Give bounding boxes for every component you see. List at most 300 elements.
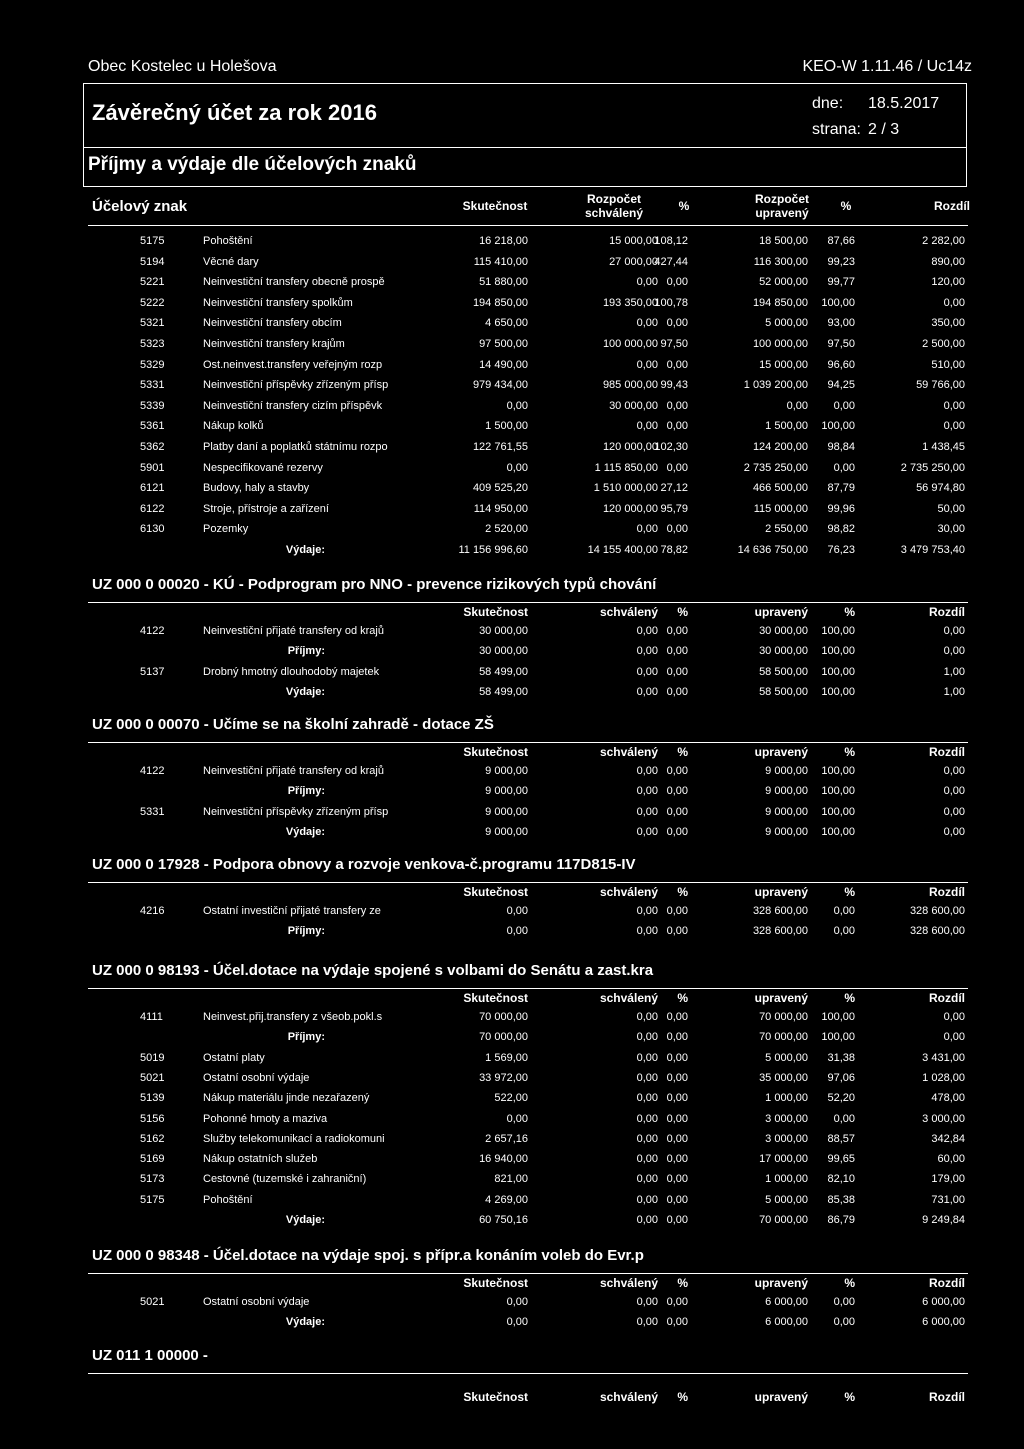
row-skutecnost: 9 000,00 <box>485 765 528 777</box>
row-rozdil: 60,00 <box>937 1153 965 1166</box>
row-schvaleny: 0,00 <box>636 1296 658 1308</box>
row-code: 4111 <box>140 1011 163 1023</box>
row-pct-upraveny: 31,38 <box>827 1051 855 1064</box>
row-rozdil: 478,00 <box>931 1092 965 1105</box>
row-code: 4122 <box>140 625 165 637</box>
row-pct-upraveny: 0,00 <box>833 925 855 938</box>
row-pct-schvaleny: 0,00 <box>666 1153 688 1166</box>
row-schvaleny: 0,00 <box>636 358 658 371</box>
row-pct-schvaleny: 0,00 <box>666 825 688 838</box>
row-pct-schvaleny: 0,00 <box>666 399 688 412</box>
row-rozdil: 2 500,00 <box>922 338 965 350</box>
table-row <box>0 377 1024 393</box>
section-heading: UZ 011 1 00000 - <box>92 1347 208 1364</box>
row-rozdil: 890,00 <box>931 255 965 268</box>
row-name: Ost.neinvest.transfery veřejným rozp <box>203 358 383 371</box>
row-pct-upraveny: 93,00 <box>827 317 855 330</box>
column-upraveny: upravený <box>754 605 808 619</box>
total-row <box>0 684 1024 700</box>
row-upraveny: 15 000,00 <box>759 358 808 371</box>
table-row <box>0 480 1024 496</box>
row-upraveny: 466 500,00 <box>752 482 808 495</box>
row-pct-schvaleny: 0,00 <box>666 1092 688 1105</box>
row-upraveny: 52 000,00 <box>759 276 808 289</box>
row-skutecnost: 522,00 <box>494 1092 528 1105</box>
row-skutecnost: 16 218,00 <box>479 235 528 247</box>
row-code: 5362 <box>140 441 165 453</box>
table-row <box>0 439 1024 455</box>
column-schvaleny-label: schválený <box>584 206 644 220</box>
table-row <box>0 763 1024 779</box>
row-total-label: Výdaje: <box>285 825 325 838</box>
row-schvaleny: 0,00 <box>636 1132 658 1145</box>
row-schvaleny: 0,00 <box>636 645 658 658</box>
row-pct-schvaleny: 0,00 <box>666 358 688 371</box>
row-name: Nákup materiálu jinde nezařazený <box>203 1092 370 1105</box>
table-row <box>0 1090 1024 1106</box>
row-name: Neinvestiční přijaté transfery od krajů <box>203 765 384 777</box>
row-name: Neinvest.přij.transfery z všeob.pokl.s <box>203 1011 383 1023</box>
row-rozdil: 2 735 250,00 <box>900 461 965 474</box>
row-rozdil: 1,00 <box>943 665 965 678</box>
row-upraveny: 100 000,00 <box>752 338 808 350</box>
total-row <box>0 923 1024 939</box>
column-ucelovy-znak: Účelový znak <box>92 198 188 215</box>
row-skutecnost: 70 000,00 <box>479 1011 528 1023</box>
row-rozdil: 0,00 <box>943 625 965 637</box>
row-name: Pohoštění <box>203 1193 253 1206</box>
row-rozdil: 510,00 <box>931 358 965 371</box>
row-total-label: Příjmy: <box>287 925 325 938</box>
row-name: Ostatní osobní výdaje <box>203 1071 310 1084</box>
row-pct-schvaleny: 108,12 <box>654 235 688 247</box>
row-skutecnost: 58 499,00 <box>479 685 528 698</box>
column-rozdil: Rozdíl <box>929 1390 965 1404</box>
row-pct-upraveny: 86,79 <box>827 1214 855 1226</box>
row-upraveny: 70 000,00 <box>759 1011 808 1023</box>
row-pct-schvaleny: 0,00 <box>666 785 688 798</box>
column-pct-1: % <box>677 745 688 759</box>
row-pct-upraveny: 0,00 <box>833 399 855 412</box>
row-name: Pohoštění <box>203 235 253 247</box>
column-skutecnost: Skutečnost <box>463 991 528 1005</box>
row-schvaleny: 0,00 <box>636 1071 658 1084</box>
total-row <box>0 1029 1024 1045</box>
page-label: strana: <box>812 121 861 138</box>
row-pct-schvaleny: 427,44 <box>654 255 688 268</box>
row-schvaleny: 193 350,00 <box>602 296 658 309</box>
row-upraveny: 194 850,00 <box>752 296 808 309</box>
table-row <box>0 1192 1024 1208</box>
column-pct-2: % <box>844 885 855 899</box>
row-schvaleny: 0,00 <box>636 1092 658 1105</box>
row-code: 5323 <box>140 338 165 350</box>
section-heading: UZ 000 0 98193 - Účel.dotace na výdaje spojené s volbami do Senátu a zast.kra <box>92 962 654 979</box>
row-rozdil: 6 000,00 <box>922 1296 965 1308</box>
row-code: 5169 <box>140 1153 165 1166</box>
row-name: Nákup kolků <box>203 420 264 433</box>
header-bottom-rule <box>83 186 967 187</box>
row-code: 5329 <box>140 358 165 371</box>
row-skutecnost: 114 950,00 <box>473 502 528 515</box>
row-pct-schvaleny: 0,00 <box>666 1316 688 1329</box>
row-skutecnost: 0,00 <box>506 1296 528 1308</box>
section-column-header <box>0 744 1024 760</box>
row-upraveny: 70 000,00 <box>759 1214 808 1226</box>
row-skutecnost: 979 434,00 <box>472 379 528 392</box>
column-skutecnost: Skutečnost <box>463 1276 528 1290</box>
row-upraveny: 6 000,00 <box>765 1316 808 1329</box>
row-skutecnost: 9 000,00 <box>485 825 528 838</box>
row-upraveny: 3 000,00 <box>765 1112 808 1125</box>
row-pct-upraveny: 94,25 <box>827 379 855 392</box>
row-upraveny: 9 000,00 <box>765 805 808 818</box>
row-rozdil: 1 028,00 <box>922 1071 965 1084</box>
row-schvaleny: 0,00 <box>636 665 658 678</box>
row-skutecnost: 51 880,00 <box>479 276 528 289</box>
column-pct-1: % <box>677 1276 688 1290</box>
table-row <box>0 418 1024 434</box>
column-rozdil: Rozdíl <box>929 605 965 619</box>
row-code: 5222 <box>140 296 165 309</box>
row-total-label: Výdaje: <box>285 1214 325 1226</box>
row-rozdil: 50,00 <box>937 502 965 515</box>
row-upraveny: 1 500,00 <box>765 420 808 433</box>
column-schvaleny: schválený <box>599 745 658 759</box>
row-skutecnost: 122 761,55 <box>472 441 528 453</box>
table-row <box>0 1294 1024 1310</box>
section-heading: UZ 000 0 00020 - KÚ - Podprogram pro NNO - prevence rizikových typů chování <box>92 576 657 593</box>
row-upraveny: 5 000,00 <box>765 1193 808 1206</box>
row-schvaleny: 0,00 <box>636 1173 658 1186</box>
row-skutecnost: 33 972,00 <box>479 1071 528 1084</box>
column-pct-1: % <box>677 1390 688 1404</box>
row-skutecnost: 2 657,16 <box>485 1132 528 1145</box>
column-pct-1: % <box>678 199 690 213</box>
column-upraveny: upravený <box>754 1390 808 1404</box>
row-pct-upraveny: 100,00 <box>821 685 855 698</box>
row-schvaleny: 0,00 <box>636 1214 658 1226</box>
row-name: Ostatní platy <box>203 1051 265 1064</box>
row-upraveny: 1 000,00 <box>765 1092 808 1105</box>
row-rozdil: 0,00 <box>943 420 965 433</box>
row-name: Ostatní investiční přijaté transfery ze <box>203 905 381 917</box>
row-code: 5175 <box>140 235 165 247</box>
total-row <box>0 643 1024 659</box>
row-pct-schvaleny: 0,00 <box>666 645 688 658</box>
row-pct-upraveny: 0,00 <box>833 905 855 917</box>
column-pct-2: % <box>840 199 852 213</box>
row-name: Neinvestiční příspěvky zřízeným přísp <box>203 379 389 392</box>
row-pct-upraveny: 100,00 <box>821 645 855 658</box>
row-pct-schvaleny: 0,00 <box>666 665 688 678</box>
row-schvaleny: 0,00 <box>636 785 658 798</box>
column-schvaleny: schválený <box>599 1390 658 1404</box>
row-pct-schvaleny: 0,00 <box>666 523 688 536</box>
row-skutecnost: 30 000,00 <box>479 645 528 658</box>
header-divider <box>83 147 967 148</box>
row-pct-schvaleny: 0,00 <box>666 276 688 289</box>
row-schvaleny: 1 510 000,00 <box>593 482 658 495</box>
row-pct-upraveny: 0,00 <box>833 1112 855 1125</box>
row-name: Drobný hmotný dlouhodobý majetek <box>203 665 380 678</box>
row-skutecnost: 0,00 <box>506 1112 528 1125</box>
row-code: 6122 <box>140 502 165 515</box>
row-pct-upraveny: 88,57 <box>827 1132 855 1145</box>
date-label: dne: <box>812 95 844 112</box>
column-schvaleny: schválený <box>599 1276 658 1290</box>
row-pct-upraveny: 82,10 <box>827 1173 855 1186</box>
column-upraveny: upravený <box>754 1276 808 1290</box>
section-rule <box>88 1373 968 1374</box>
row-name: Budovy, haly a stavby <box>203 482 310 495</box>
row-schvaleny: 0,00 <box>636 685 658 698</box>
row-pct-upraveny: 98,84 <box>827 441 855 453</box>
row-code: 5194 <box>140 255 165 268</box>
table-row <box>0 521 1024 537</box>
row-schvaleny: 0,00 <box>636 1316 658 1329</box>
row-pct-schvaleny: 102,30 <box>654 441 688 453</box>
row-rozdil: 731,00 <box>931 1193 965 1206</box>
row-code: 5321 <box>140 317 165 330</box>
row-schvaleny: 0,00 <box>636 765 658 777</box>
row-total-label: Příjmy: <box>287 645 325 658</box>
row-code: 4122 <box>140 765 165 777</box>
row-pct-upraveny: 97,50 <box>827 338 855 350</box>
row-schvaleny: 14 155 400,00 <box>587 544 658 556</box>
table-row <box>0 315 1024 331</box>
row-upraveny: 6 000,00 <box>765 1296 808 1308</box>
row-upraveny: 18 500,00 <box>759 235 808 247</box>
column-pct-2: % <box>844 1276 855 1290</box>
column-rozdil: Rozdíl <box>929 745 965 759</box>
section-column-header <box>0 1389 1024 1405</box>
row-pct-upraveny: 99,96 <box>827 502 855 515</box>
row-pct-schvaleny: 0,00 <box>666 461 688 474</box>
row-schvaleny: 0,00 <box>636 317 658 330</box>
table-row <box>0 1151 1024 1167</box>
row-name: Neinvestiční transfery obecně prospě <box>203 276 385 289</box>
row-upraveny: 116 300,00 <box>753 255 808 268</box>
row-upraveny: 58 500,00 <box>759 665 808 678</box>
column-pct-1: % <box>677 991 688 1005</box>
row-pct-schvaleny: 0,00 <box>666 420 688 433</box>
row-code: 5019 <box>140 1051 165 1064</box>
column-upraveny: upravený <box>754 745 808 759</box>
column-rozpocet-schvaleny <box>570 192 658 220</box>
row-upraveny: 30 000,00 <box>759 645 808 658</box>
row-upraveny: 17 000,00 <box>759 1153 808 1166</box>
column-skutecnost: Skutečnost <box>463 885 528 899</box>
row-schvaleny: 100 000,00 <box>602 338 658 350</box>
row-code: 5901 <box>140 461 165 474</box>
row-rozdil: 0,00 <box>943 805 965 818</box>
row-name: Ostatní osobní výdaje <box>203 1296 310 1308</box>
row-pct-schvaleny: 0,00 <box>666 925 688 938</box>
table-row <box>0 357 1024 373</box>
column-rozpocet-label: Rozpočet <box>587 192 641 206</box>
row-code: 5339 <box>140 399 165 412</box>
row-rozdil: 0,00 <box>943 825 965 838</box>
row-upraveny: 35 000,00 <box>759 1071 808 1084</box>
row-code: 4216 <box>140 905 165 917</box>
row-rozdil: 3 000,00 <box>922 1112 965 1125</box>
table-row <box>0 804 1024 820</box>
document-code: KEO-W 1.11.46 / Uc14z <box>802 58 972 75</box>
row-code: 5137 <box>140 665 165 678</box>
section-rule <box>88 602 968 603</box>
column-upraveny: upravený <box>754 885 808 899</box>
row-schvaleny: 0,00 <box>636 1051 658 1064</box>
row-name: Pohonné hmoty a maziva <box>203 1112 328 1125</box>
row-rozdil: 1 438,45 <box>922 441 965 453</box>
row-upraveny: 9 000,00 <box>765 825 808 838</box>
total-row <box>0 783 1024 799</box>
row-schvaleny: 0,00 <box>636 805 658 818</box>
row-upraveny: 1 000,00 <box>765 1173 808 1186</box>
row-rozdil: 1,00 <box>943 685 965 698</box>
column-rozpocet-label-2: Rozpočet <box>755 192 809 206</box>
section-heading: UZ 000 0 17928 - Podpora obnovy a rozvoje venkova-č.programu 117D815-IV <box>92 856 636 873</box>
row-name: Stroje, přístroje a zařízení <box>203 502 329 515</box>
row-rozdil: 6 000,00 <box>922 1316 965 1329</box>
row-rozdil: 0,00 <box>943 785 965 798</box>
row-skutecnost: 9 000,00 <box>485 805 528 818</box>
row-pct-upraveny: 100,00 <box>821 665 855 678</box>
row-skutecnost: 1 500,00 <box>485 420 528 433</box>
row-schvaleny: 0,00 <box>636 825 658 838</box>
row-rozdil: 30,00 <box>937 523 965 536</box>
row-code: 5021 <box>140 1071 165 1084</box>
table-row <box>0 664 1024 680</box>
row-pct-upraveny: 100,00 <box>821 420 855 433</box>
total-row <box>0 542 1024 558</box>
row-skutecnost: 4 269,00 <box>485 1193 528 1206</box>
row-total-label: Příjmy: <box>287 1031 325 1044</box>
row-upraveny: 58 500,00 <box>759 685 808 698</box>
table-row <box>0 501 1024 517</box>
row-name: Neinvestiční transfery cizím příspěvk <box>203 399 383 412</box>
row-pct-upraveny: 99,65 <box>827 1153 855 1166</box>
column-rozdil: Rozdíl <box>934 199 970 213</box>
row-pct-upraveny: 96,60 <box>827 358 855 371</box>
row-upraveny: 1 039 200,00 <box>743 379 808 392</box>
row-pct-upraveny: 0,00 <box>833 1296 855 1308</box>
row-skutecnost: 97 500,00 <box>479 338 528 350</box>
column-skutecnost: Skutečnost <box>463 605 528 619</box>
row-pct-schvaleny: 100,78 <box>654 296 688 309</box>
row-pct-schvaleny: 0,00 <box>666 1132 688 1145</box>
row-skutecnost: 821,00 <box>494 1173 528 1186</box>
row-skutecnost: 30 000,00 <box>479 625 528 637</box>
row-skutecnost: 115 410,00 <box>473 255 528 268</box>
row-rozdil: 0,00 <box>943 1011 965 1023</box>
row-rozdil: 2 282,00 <box>922 235 965 247</box>
table-row <box>0 460 1024 476</box>
row-pct-upraveny: 85,38 <box>827 1193 855 1206</box>
row-skutecnost: 0,00 <box>506 905 528 917</box>
table-row <box>0 1171 1024 1187</box>
row-name: Neinvestiční příspěvky zřízeným přísp <box>203 805 389 818</box>
row-skutecnost: 409 525,20 <box>472 482 528 495</box>
column-pct-2: % <box>844 991 855 1005</box>
column-upraveny-label: upravený <box>755 206 809 220</box>
section-rule <box>88 742 968 743</box>
section-column-header <box>0 604 1024 620</box>
row-name: Nespecifikované rezervy <box>203 461 323 474</box>
row-name: Cestovné (tuzemské i zahraniční) <box>203 1173 367 1186</box>
column-skutecnost: Skutečnost <box>463 745 528 759</box>
row-pct-schvaleny: 95,79 <box>660 502 688 515</box>
section-column-header <box>0 1275 1024 1291</box>
row-upraveny: 2 735 250,00 <box>743 461 808 474</box>
row-pct-upraveny: 100,00 <box>821 625 855 637</box>
row-rozdil: 0,00 <box>943 645 965 658</box>
row-code: 5331 <box>140 805 165 818</box>
row-name: Neinvestiční transfery obcím <box>203 317 342 330</box>
row-upraveny: 30 000,00 <box>759 625 808 637</box>
row-code: 6121 <box>140 482 165 495</box>
section-heading: UZ 000 0 00070 - Učíme se na školní zahradě - dotace ZŠ <box>92 716 494 733</box>
row-skutecnost: 2 520,00 <box>485 523 528 536</box>
row-pct-schvaleny: 0,00 <box>666 905 688 917</box>
row-total-label: Výdaje: <box>285 685 325 698</box>
row-pct-upraveny: 100,00 <box>821 296 855 309</box>
row-upraveny: 9 000,00 <box>765 785 808 798</box>
row-upraveny: 70 000,00 <box>759 1031 808 1044</box>
row-skutecnost: 4 650,00 <box>485 317 528 330</box>
row-total-label: Výdaje: <box>285 1316 325 1329</box>
row-name: Nákup ostatních služeb <box>203 1153 318 1166</box>
section-column-header <box>0 990 1024 1006</box>
column-header-rule <box>88 225 968 226</box>
row-pct-schvaleny: 0,00 <box>666 625 688 637</box>
column-rozpocet-upraveny <box>738 192 826 220</box>
row-schvaleny: 0,00 <box>636 276 658 289</box>
row-rozdil: 59 766,00 <box>916 379 965 392</box>
row-pct-schvaleny: 0,00 <box>666 1011 688 1023</box>
row-code: 6130 <box>140 523 165 536</box>
row-code: 5162 <box>140 1132 165 1145</box>
row-skutecnost: 1 569,00 <box>485 1051 528 1064</box>
row-schvaleny: 120 000,00 <box>602 502 658 515</box>
row-upraveny: 5 000,00 <box>765 1051 808 1064</box>
page-number: 2 / 3 <box>868 121 900 138</box>
row-skutecnost: 0,00 <box>506 925 528 938</box>
column-pct-2: % <box>844 605 855 619</box>
row-pct-schvaleny: 0,00 <box>666 1193 688 1206</box>
row-name: Služby telekomunikací a radiokomuni <box>203 1132 385 1145</box>
row-pct-schvaleny: 0,00 <box>666 1296 688 1308</box>
row-rozdil: 0,00 <box>943 399 965 412</box>
table-row <box>0 1070 1024 1086</box>
row-upraveny: 115 000,00 <box>753 502 808 515</box>
row-pct-schvaleny: 0,00 <box>666 805 688 818</box>
table-row <box>0 254 1024 270</box>
column-upraveny: upravený <box>754 991 808 1005</box>
row-pct-upraveny: 76,23 <box>827 544 855 556</box>
row-pct-schvaleny: 0,00 <box>666 1112 688 1125</box>
row-schvaleny: 0,00 <box>636 1031 658 1044</box>
section-rule <box>88 882 968 883</box>
row-name: Věcné dary <box>203 255 259 268</box>
row-pct-upraveny: 87,66 <box>827 235 855 247</box>
row-pct-upraveny: 87,79 <box>827 482 855 495</box>
row-rozdil: 179,00 <box>931 1173 965 1186</box>
row-code: 5221 <box>140 276 165 289</box>
row-rozdil: 0,00 <box>943 1031 965 1044</box>
row-skutecnost: 0,00 <box>506 399 528 412</box>
